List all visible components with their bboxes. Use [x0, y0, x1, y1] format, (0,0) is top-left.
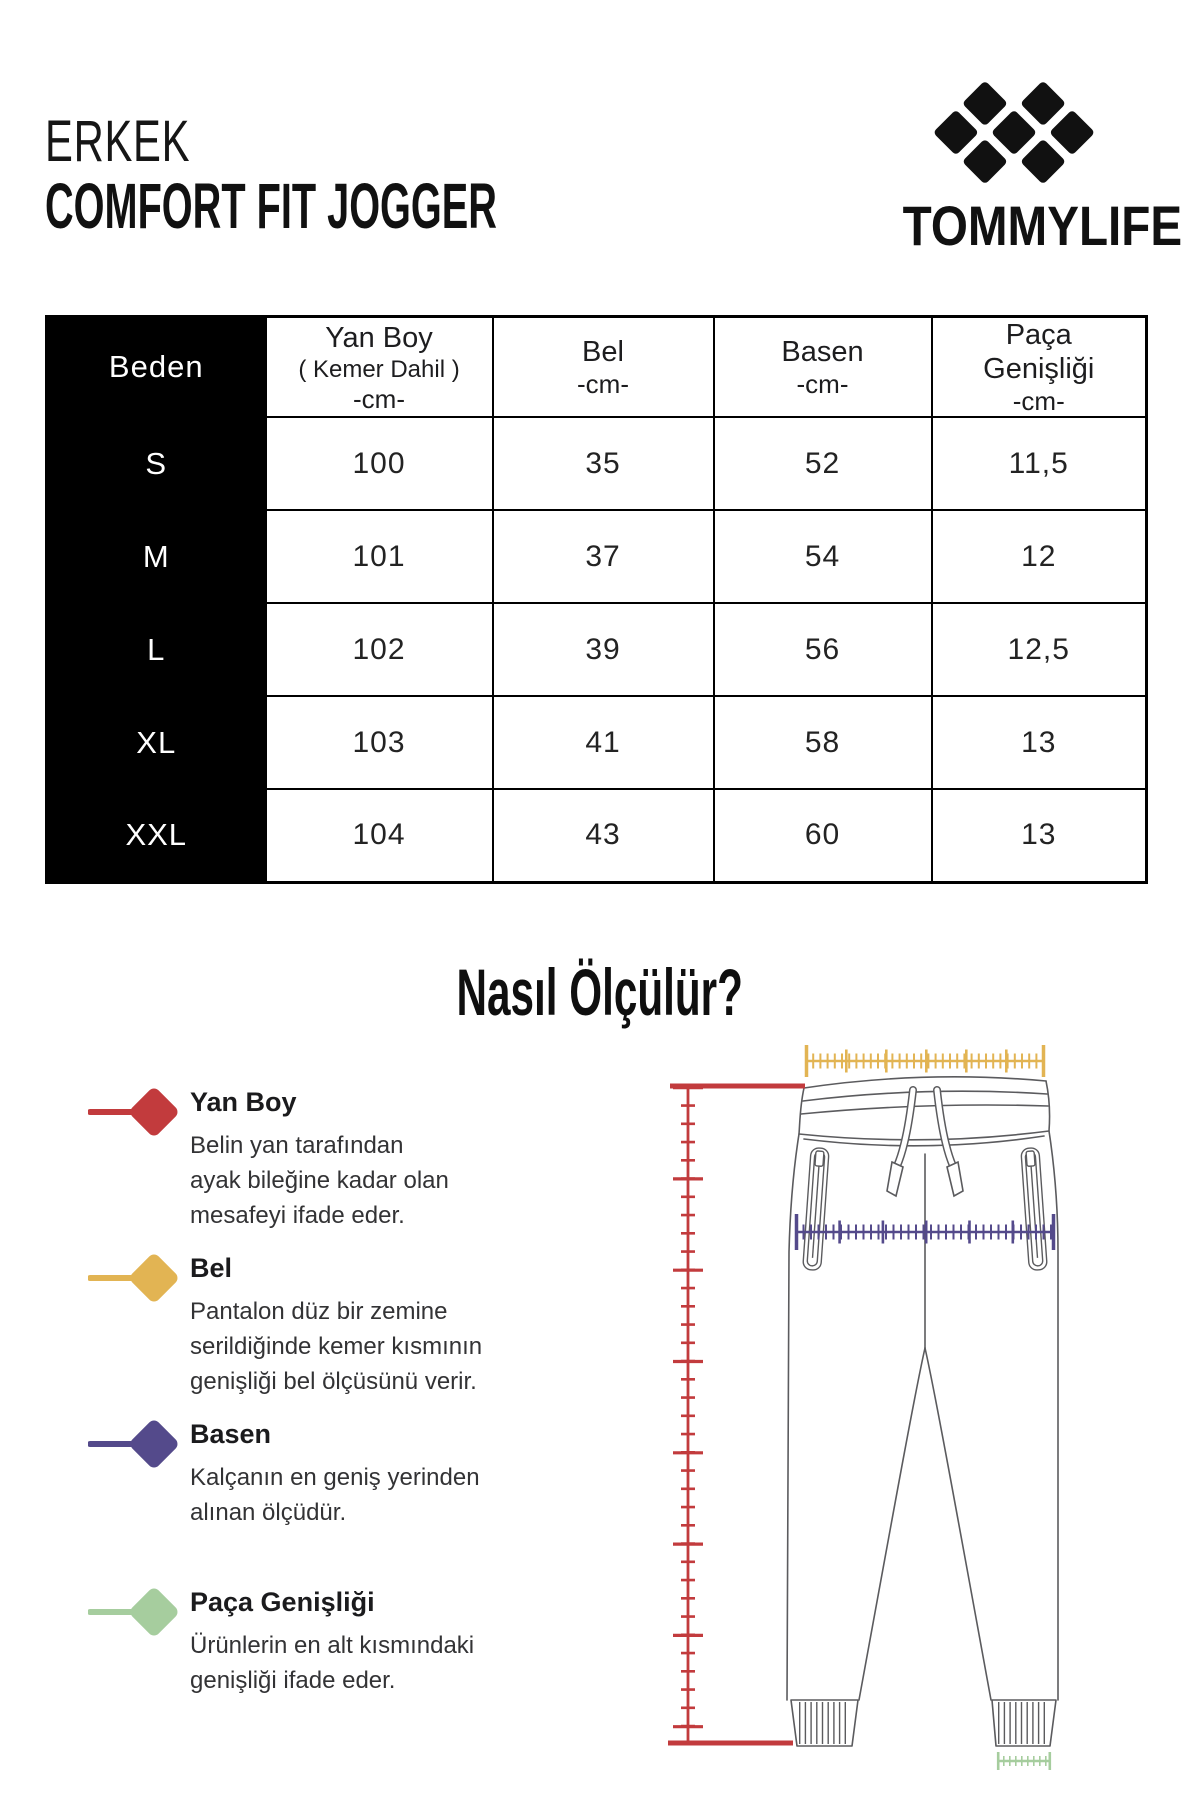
- legend-text: [190, 1086, 560, 1233]
- col-title: Bel: [582, 336, 624, 368]
- table-row: [47, 789, 1147, 882]
- legend-desc-line: alınan ölçüdür.: [190, 1499, 347, 1526]
- value-cell: 102: [266, 603, 493, 696]
- col-unit: -cm-: [353, 383, 405, 414]
- product-title: COMFORT FIT JOGGER: [45, 169, 497, 242]
- table-row: [47, 417, 1147, 510]
- size-table: [45, 315, 1148, 884]
- yan-boy-diamond-icon: [88, 1080, 184, 1144]
- measure-section-title-row: [0, 956, 1200, 1029]
- legend-desc-line: Pantalon düz bir zemine: [190, 1298, 448, 1325]
- row-size-label: L: [47, 603, 266, 696]
- value-cell: 11,5: [932, 417, 1147, 510]
- left-zip-pocket: [803, 1148, 829, 1271]
- value-cell: 13: [932, 696, 1147, 789]
- legend-desc-line: serildiğinde kemer kısmının: [190, 1333, 483, 1360]
- value-cell: 41: [493, 696, 714, 789]
- col-title: Basen: [781, 336, 864, 368]
- value-cell: 52: [714, 417, 932, 510]
- legend-desc-line: Ürünlerin en alt kısmındaki: [190, 1632, 475, 1659]
- value-cell: 60: [714, 789, 932, 882]
- value-cell: 104: [266, 789, 493, 882]
- legend-desc-line: mesafeyi ifade eder.: [190, 1202, 405, 1229]
- row-size-label: M: [47, 510, 266, 603]
- value-cell: 101: [266, 510, 493, 603]
- value-cell: 54: [714, 510, 932, 603]
- legend-label: Bel: [190, 1253, 233, 1283]
- legend-description: [190, 1294, 560, 1399]
- col-header-yan-boy: [266, 317, 493, 418]
- row-size-label: XXL: [47, 789, 266, 882]
- product-title-row: [45, 169, 774, 242]
- table-row: [47, 510, 1147, 603]
- col-header-bel: [493, 317, 714, 418]
- col-title: Paça: [1005, 319, 1072, 351]
- legend-desc-line: ayak bileğine kadar olan: [190, 1167, 449, 1194]
- col-unit: -cm-: [1012, 386, 1065, 416]
- value-cell: 100: [266, 417, 493, 510]
- table-row: [47, 696, 1147, 789]
- brand-diamonds-logo-icon: [933, 76, 1095, 189]
- paca-diamond-icon: [88, 1580, 184, 1644]
- basen-diamond-icon: [88, 1412, 184, 1476]
- legend-item-bel: [88, 1252, 560, 1399]
- col-header-paca-genisligi: [932, 317, 1147, 418]
- legend-desc-line: genişliği bel ölçüsünü verir.: [190, 1368, 477, 1395]
- col-title: Yan Boy: [325, 321, 433, 354]
- legend-desc-line: Belin yan tarafından: [190, 1132, 404, 1159]
- legend-description: [190, 1460, 560, 1530]
- col-title2: Genişliği: [983, 353, 1095, 385]
- value-cell: 12: [932, 510, 1147, 603]
- right-zip-pocket: [1021, 1148, 1047, 1271]
- legend-text: [190, 1418, 560, 1530]
- measure-section-title: Nasıl Ölçülür?: [456, 955, 744, 1029]
- row-size-label: S: [47, 417, 266, 510]
- table-row: [47, 603, 1147, 696]
- brand-block: [878, 76, 1183, 258]
- header-titles: [45, 109, 774, 242]
- jogger-measure-diagram: [560, 1030, 1200, 1800]
- col-header-size: Beden: [47, 317, 266, 418]
- paca-ruler: [997, 1752, 1051, 1770]
- value-cell: 37: [493, 510, 714, 603]
- category-title-row: [45, 109, 774, 174]
- value-cell: 12,5: [932, 603, 1147, 696]
- legend-text: [190, 1586, 560, 1698]
- col-header-basen: [714, 317, 932, 418]
- bel-diamond-icon: [88, 1246, 184, 1310]
- brand-name: TOMMYLIFE: [902, 194, 1183, 257]
- yan-boy-ruler: [668, 1086, 805, 1743]
- legend-text: [190, 1252, 560, 1399]
- col-unit: -cm-: [796, 369, 849, 399]
- legend-desc-line: Kalçanın en geniş yerinden: [190, 1464, 480, 1491]
- legend-label: Yan Boy: [190, 1087, 297, 1117]
- legend-label: Paça Genişliği: [190, 1587, 375, 1617]
- row-size-label: XL: [47, 696, 266, 789]
- col-subtitle: ( Kemer Dahil ): [298, 355, 460, 383]
- value-cell: 56: [714, 603, 932, 696]
- value-cell: 13: [932, 789, 1147, 882]
- bel-ruler: [805, 1045, 1045, 1077]
- value-cell: 39: [493, 603, 714, 696]
- value-cell: 35: [493, 417, 714, 510]
- legend-description: [190, 1128, 560, 1233]
- value-cell: 43: [493, 789, 714, 882]
- value-cell: 58: [714, 696, 932, 789]
- category-title: ERKEK: [45, 109, 191, 174]
- legend-description: [190, 1628, 560, 1698]
- legend-label: Basen: [190, 1419, 272, 1449]
- legend-item-paca-genisligi: [88, 1586, 560, 1698]
- table-header-row: [47, 317, 1147, 418]
- legend-item-basen: [88, 1418, 560, 1530]
- col-unit: -cm-: [577, 369, 629, 399]
- legend-item-yan-boy: [88, 1086, 560, 1233]
- legend-desc-line: genişliği ifade eder.: [190, 1667, 396, 1694]
- value-cell: 103: [266, 696, 493, 789]
- brand-name-row: [878, 193, 1183, 258]
